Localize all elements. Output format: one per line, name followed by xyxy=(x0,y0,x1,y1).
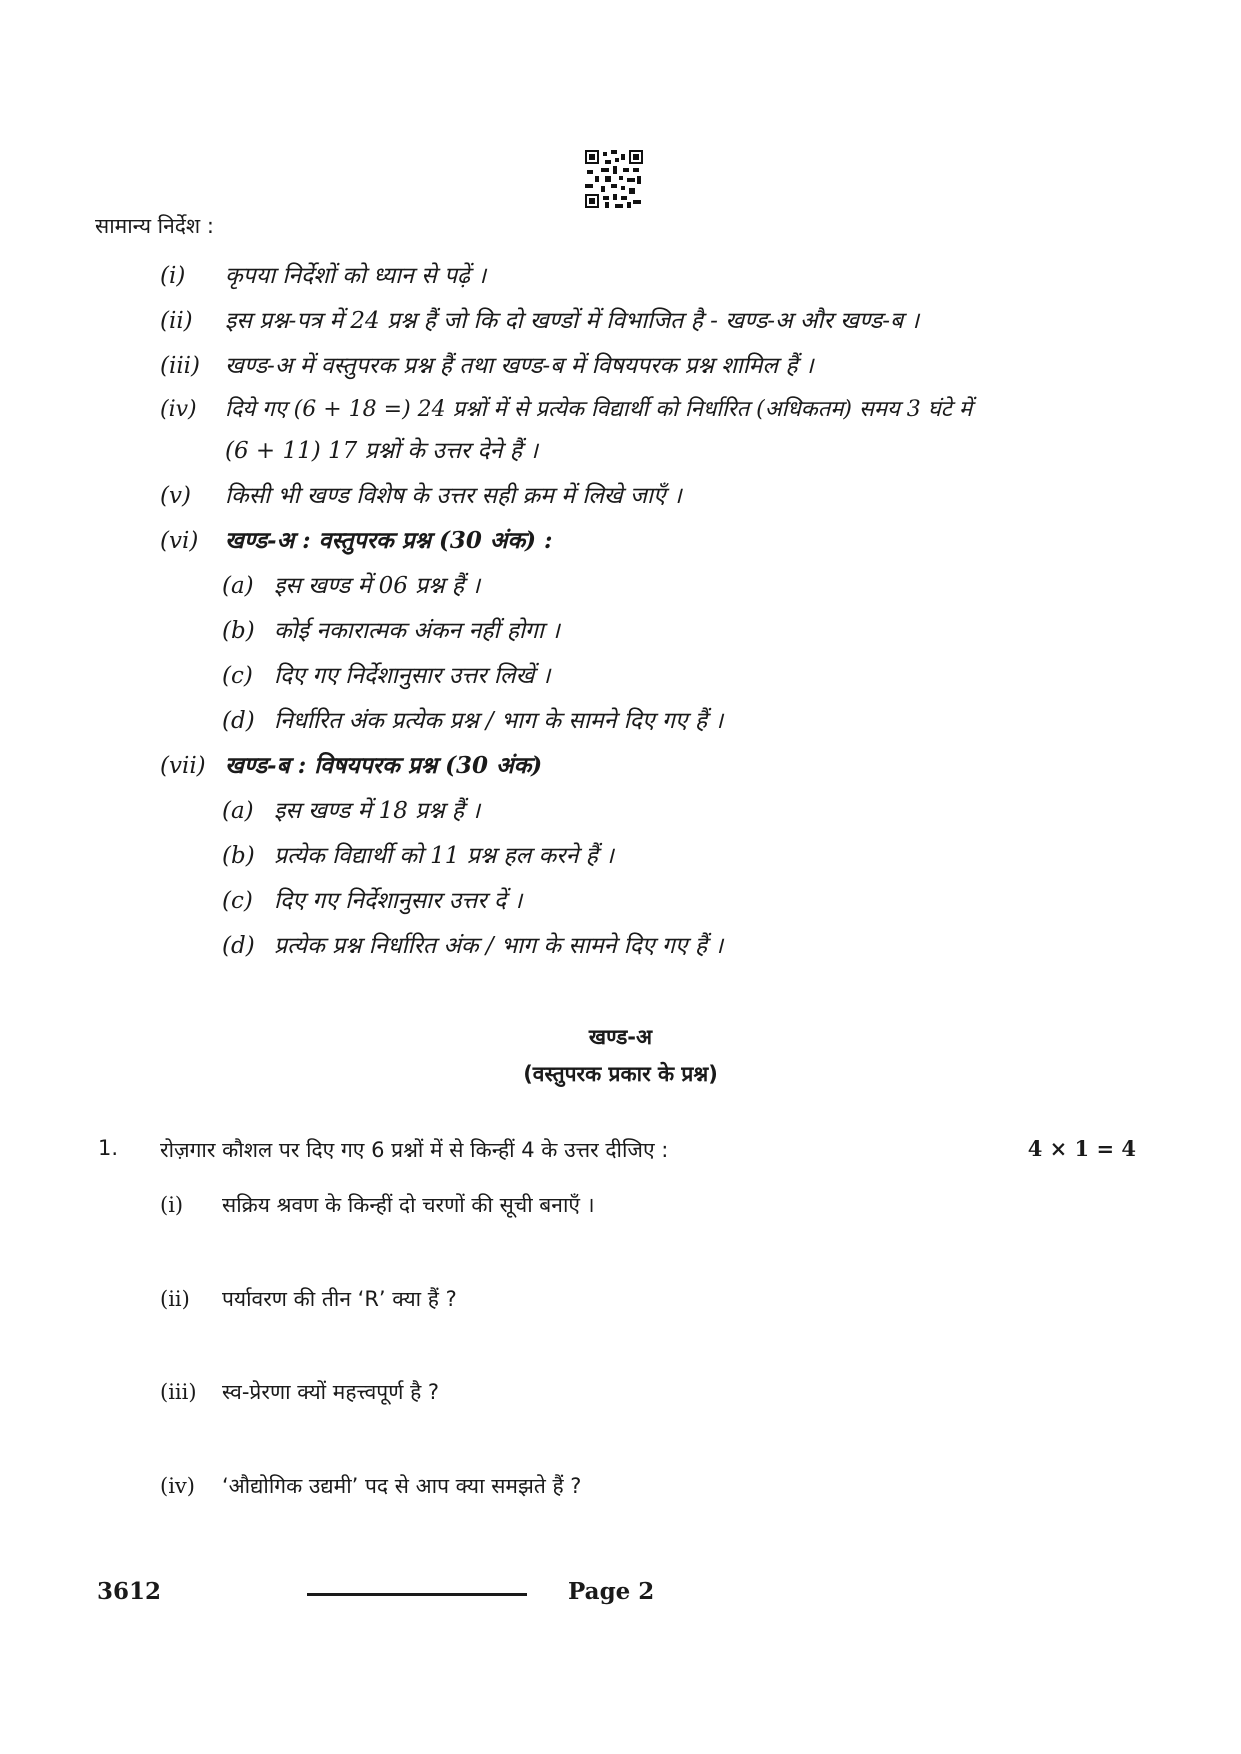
sub-item-text: प्रत्येक विद्यार्थी को 11 प्रश्न हल करने हैं । xyxy=(274,843,614,869)
section-title: खण्ड-अ xyxy=(588,1025,653,1049)
sub-item xyxy=(222,883,522,915)
item-text: दिये गए (6 + 18 =) 24 प्रश्नों में से प्रत्येक विद्यार्थी को निर्धारित (अधिकतम) समय 3 घंटे में xyxy=(225,397,972,422)
part-number: (i) xyxy=(160,1193,184,1217)
item-number: (ii) xyxy=(160,308,193,334)
question-part xyxy=(160,1472,581,1500)
item-number: (iv) xyxy=(160,397,197,422)
part-text: सक्रिय श्रवण के किन्हीं दो चरणों की सूची बनाएँ । xyxy=(222,1193,595,1217)
question-part xyxy=(160,1285,457,1313)
sub-item xyxy=(222,658,550,690)
sub-item-text: दिए गए निर्देशानुसार उत्तर लिखें । xyxy=(274,663,551,689)
sub-item xyxy=(222,568,480,600)
page-number: Page 2 xyxy=(568,1578,655,1605)
sub-item-number: (d) xyxy=(222,708,255,734)
part-number: (ii) xyxy=(160,1287,190,1311)
sub-item xyxy=(222,928,723,960)
sub-item-text: प्रत्येक प्रश्न निर्धारित अंक / भाग के सामने दिए गए हैं । xyxy=(274,933,724,959)
instruction-item xyxy=(160,258,486,290)
part-text: स्व-प्रेरणा क्यों महत्त्वपूर्ण है ? xyxy=(222,1380,440,1404)
sub-item-number: (a) xyxy=(222,573,254,599)
instruction-item xyxy=(160,478,682,510)
item-text: कृपया निर्देशों को ध्यान से पढ़ें । xyxy=(225,263,487,289)
item-text: खण्ड-अ में वस्तुपरक प्रश्न हैं तथा खण्ड-ब में विषयपरक प्रश्न शामिल हैं । xyxy=(225,353,814,379)
item-text: किसी भी खण्ड विशेष के उत्तर सही क्रम में लिखे जाएँ । xyxy=(225,483,682,509)
item-number: (iii) xyxy=(160,353,201,379)
sub-item xyxy=(222,703,723,735)
item-number: (i) xyxy=(160,263,186,289)
part-text: पर्यावरण की तीन ‘R’ क्या हैं ? xyxy=(222,1287,457,1311)
item-text: इस प्रश्न-पत्र में 24 प्रश्न हैं जो कि दो खण्डों में विभाजित है - खण्ड-अ और खण्ड-ब । xyxy=(225,308,920,334)
instruction-item xyxy=(160,348,814,380)
sub-item-number: (c) xyxy=(222,888,253,914)
instruction-item xyxy=(160,303,919,335)
question-part xyxy=(160,1191,595,1219)
sub-item-number: (a) xyxy=(222,798,254,824)
sub-item xyxy=(222,793,480,825)
item-number: (vi) xyxy=(160,528,199,554)
sub-item-text: इस खण्ड में 18 प्रश्न हैं । xyxy=(274,798,481,824)
item-text: खण्ड-ब : विषयपरक प्रश्न (30 अंक) xyxy=(225,752,543,779)
question-part xyxy=(160,1378,439,1406)
sub-item xyxy=(222,613,560,645)
sub-item-number: (b) xyxy=(222,843,255,869)
instruction-item xyxy=(160,393,972,423)
instruction-item xyxy=(160,523,553,555)
sub-item-number: (b) xyxy=(222,618,255,644)
sub-item xyxy=(222,838,614,870)
instructions-heading: सामान्य निर्देश : xyxy=(95,214,214,238)
instruction-item-continued: (6 + 11) 17 प्रश्नों के उत्तर देने हैं । xyxy=(225,438,538,464)
instruction-item xyxy=(160,748,542,780)
sub-item-text: इस खण्ड में 06 प्रश्न हैं । xyxy=(274,573,481,599)
sub-item-text: दिए गए निर्देशानुसार उत्तर दें । xyxy=(274,888,523,914)
sub-item-number: (c) xyxy=(222,663,253,689)
paper-code: 3612 xyxy=(97,1578,162,1605)
section-subtitle: (वस्तुपरक प्रकार के प्रश्न) xyxy=(523,1062,718,1086)
item-number: (v) xyxy=(160,483,191,509)
footer-divider xyxy=(307,1593,527,1596)
question-text: रोज़गार कौशल पर दिए गए 6 प्रश्नों में से किन्हीं 4 के उत्तर दीजिए : xyxy=(160,1138,669,1162)
sub-item-text: कोई नकारात्मक अंकन नहीं होगा । xyxy=(274,618,560,644)
part-text: ‘औद्योगिक उद्यमी’ पद से आप क्या समझते हैं ? xyxy=(222,1474,582,1498)
question-marks: 4 × 1 = 4 xyxy=(1027,1136,1136,1161)
part-number: (iii) xyxy=(160,1380,197,1404)
part-number: (iv) xyxy=(160,1474,195,1498)
item-text: खण्ड-अ : वस्तुपरक प्रश्न (30 अंक) : xyxy=(225,527,553,554)
qr-code-icon xyxy=(585,150,643,208)
item-number: (vii) xyxy=(160,753,206,779)
sub-item-text: निर्धारित अंक प्रत्येक प्रश्न / भाग के सामने दिए गए हैं । xyxy=(274,708,724,734)
sub-item-number: (d) xyxy=(222,933,255,959)
question-number: 1. xyxy=(98,1136,119,1160)
